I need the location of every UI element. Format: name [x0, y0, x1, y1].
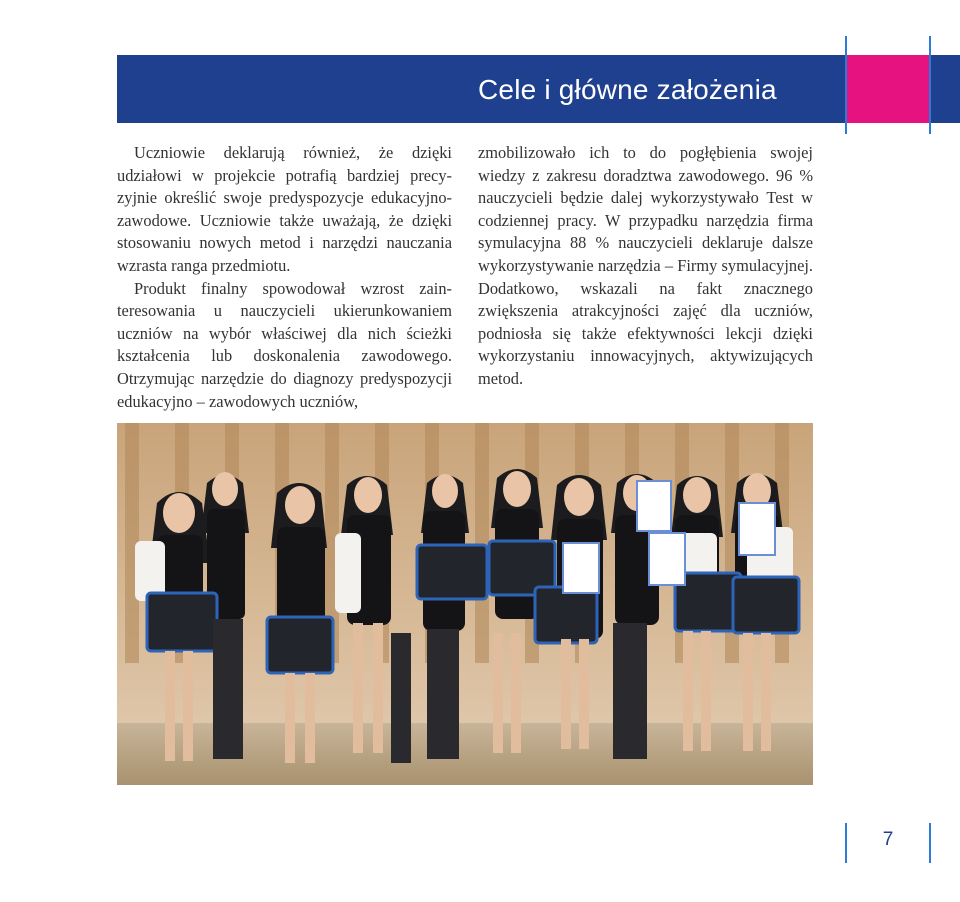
decorative-line: [929, 823, 931, 863]
section-title: Cele i główne założenia: [478, 74, 777, 105]
paragraph: zmobilizowało ich to do pogłębienia swojej wiedzy z zakresu doradztwa zawodowego. 96 % nauczycieli będzie dalej wykorzystywało Test w codziennej pracy. W przypadku narzędzia firma symulacyjna 88 % nauczycieli deklaruje dalsze wykorzystywanie narzędzia – Firmy symulacyjnej. Dodatkowo, wskazali na fakt znacznego zwiększenia atrakcyjności zajęć dla uczniów, podniosła się także efektywności lekcji dzięki wykorzystaniu innowacyjnych, aktywizujących metod.: [478, 143, 813, 388]
decorative-line: [845, 36, 847, 134]
decorative-line: [929, 36, 931, 134]
paragraph: Produkt finalny spowodował wzrost zainteresowania u nauczycieli ukierunkowaniem uczniów na wybór właściwej dla nich ścieżki kształcenia lub doskonalenia zawodowego. Otrzymując narzędzie do diagnozy predyspozycji edukacyjno – zawodowych uczniów,: [117, 278, 452, 411]
group-photo: [117, 423, 813, 785]
paragraph: Uczniowie deklarują również, że dzięki udziałowi w projekcie potrafią bardziej precyzyjnie określić swoje predyspozycje edukacyjno-zawodowe. Uczniowie także uważają, że dzięki stosowaniu nowych metod i narzędzi nauczania wzrasta ranga przedmiotu.: [117, 143, 452, 275]
page-number: 7: [882, 829, 894, 850]
accent-block: [847, 55, 929, 123]
text-column-left: [117, 142, 452, 413]
text-column-right: [478, 142, 813, 391]
